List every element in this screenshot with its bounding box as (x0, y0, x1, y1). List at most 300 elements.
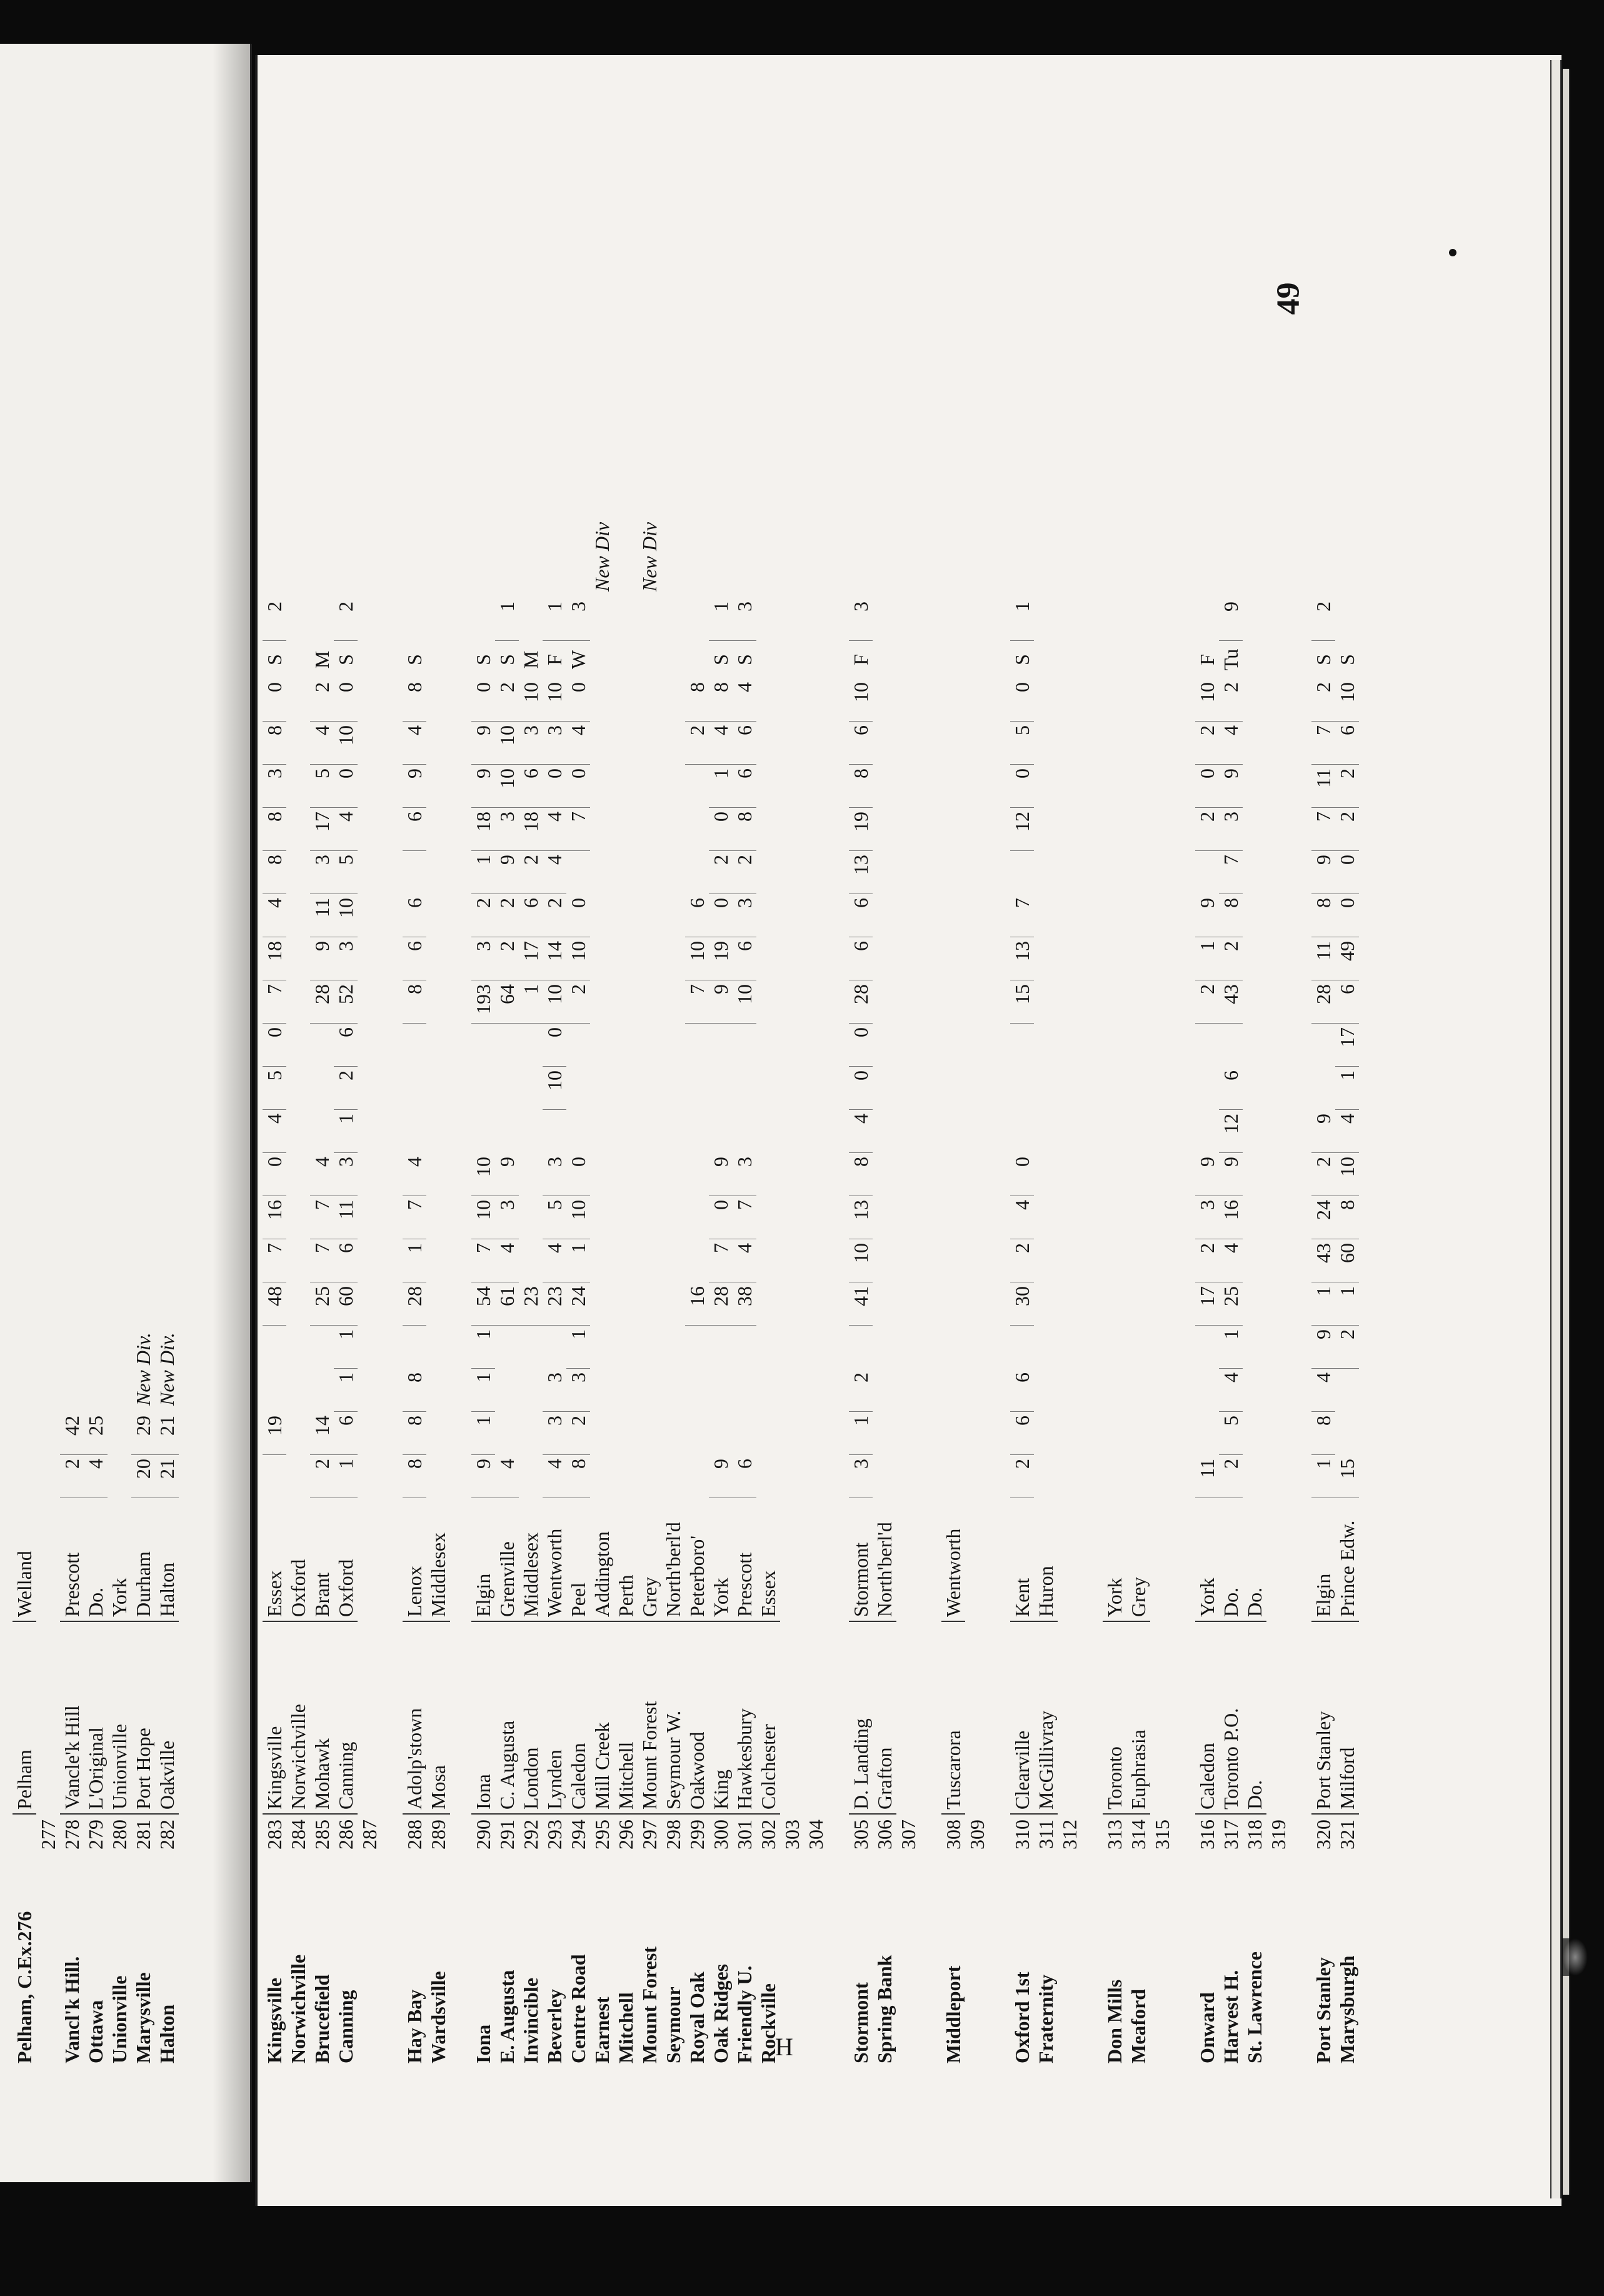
return-value: 8 (403, 1455, 426, 1498)
return-value: 10 (566, 1196, 590, 1239)
return-value: 0 (709, 1196, 733, 1239)
county-name: Elgin (1311, 1498, 1335, 1622)
return-value: 7 (471, 1239, 495, 1282)
return-value: 2 (1219, 678, 1243, 722)
place-name: Mosa (426, 1622, 450, 1815)
return-value: 24 (1311, 1196, 1335, 1239)
return-value: 8 (263, 722, 286, 765)
return-value: 9 (1219, 1153, 1243, 1196)
division-number: 277 (37, 1820, 59, 1850)
division-number: 280 (108, 1820, 131, 1850)
return-value: 11 (334, 1196, 358, 1239)
table-row (941, 375, 965, 2063)
return-value: 3 (263, 765, 286, 808)
row-note: New Div (638, 521, 661, 592)
return-value: 16 (685, 1282, 709, 1326)
lodge-name: Pelham, C.Ex.276 (13, 1911, 36, 2063)
return-value: 7 (263, 980, 286, 1024)
return-value: 19 (263, 1412, 286, 1455)
return-value: 1 (471, 1369, 495, 1412)
division-number: 317 (1220, 1820, 1242, 1850)
return-value: 11 (310, 894, 334, 937)
division-number: 281 (132, 1820, 154, 1850)
county-name: Perth (614, 1498, 638, 1622)
place-name: Do. (1243, 1622, 1266, 1815)
county-name: Addington (590, 1498, 614, 1622)
place-name: Pelham (13, 1622, 36, 1815)
return-value: 25 (1219, 1282, 1243, 1326)
lodge-name: Meaford (1127, 1988, 1150, 2063)
return-value: 0 (566, 1153, 590, 1196)
return-value: 8 (733, 808, 756, 851)
division-number: 288 (403, 1820, 426, 1850)
return-value-last: 1 (543, 598, 566, 641)
table-row (1311, 375, 1335, 2063)
return-value-last: 9 (1219, 598, 1243, 641)
return-value: 1 (1219, 1326, 1243, 1369)
return-value: 9 (495, 1153, 519, 1196)
return-value-last: 2 (263, 598, 286, 641)
return-value: 2 (1335, 765, 1359, 808)
return-value: 2 (1311, 1153, 1335, 1196)
county-name: Prince Edw. (1335, 1498, 1359, 1622)
division-number: 321 (1336, 1820, 1358, 1850)
return-value: 1 (1195, 937, 1219, 980)
return-value: 7 (1311, 808, 1335, 851)
return-value: 0 (1335, 851, 1359, 894)
county-name: Welland (13, 1498, 36, 1622)
meeting-day: W (567, 650, 589, 670)
place-name: Seymour W. (661, 1622, 685, 1815)
return-value: 21 (155, 1455, 179, 1498)
return-value: 8 (685, 678, 709, 722)
county-name: Essex (756, 1498, 780, 1622)
table-row (661, 375, 685, 2063)
county-name: Grey (1126, 1498, 1150, 1622)
return-value: 7 (1010, 894, 1034, 937)
place-name: Milford (1335, 1622, 1359, 1815)
table-row (403, 375, 426, 2063)
return-value: 9 (403, 765, 426, 808)
division-number: 312 (1058, 1820, 1081, 1850)
lodge-name: Royal Oak (686, 1971, 708, 2063)
return-value-last: 1 (709, 598, 733, 641)
table-row (1219, 375, 1243, 2063)
return-value: 4 (733, 1239, 756, 1282)
return-value: 12 (1219, 1110, 1243, 1153)
lodge-name: Don Mills (1103, 1979, 1126, 2063)
place-name: Toronto P.O. (1219, 1622, 1243, 1815)
return-value: 4 (1010, 1196, 1034, 1239)
lodge-name: Marysburgh (1336, 1955, 1358, 2063)
return-value: 6 (849, 937, 873, 980)
place-name: Grafton (873, 1622, 896, 1815)
return-value: 5 (263, 1067, 286, 1110)
county-name: Wentworth (941, 1498, 965, 1622)
table-row (873, 375, 896, 2063)
return-value: 9 (471, 722, 495, 765)
return-value: 43 (1311, 1239, 1335, 1282)
return-value: 30 (1010, 1282, 1034, 1326)
return-value: 10 (543, 980, 566, 1024)
left-table-row (36, 188, 60, 2063)
lodge-name: Stormont (850, 1982, 872, 2063)
table-row (519, 375, 543, 2063)
return-value: 4 (1219, 1239, 1243, 1282)
return-value: 6 (334, 1412, 358, 1455)
lodge-name: Oak Ridges (709, 1963, 732, 2063)
county-name: Huron (1034, 1498, 1058, 1622)
division-number: 313 (1103, 1820, 1126, 1850)
return-value: 2 (1219, 937, 1243, 980)
left-table-row (60, 188, 84, 2063)
return-value: 9 (495, 851, 519, 894)
return-value: 2 (310, 1455, 334, 1498)
return-value: 9 (1195, 1153, 1219, 1196)
return-value: 19 (709, 937, 733, 980)
return-value: 2 (1311, 678, 1335, 722)
return-value-last: 3 (849, 598, 873, 641)
division-number: 304 (805, 1820, 827, 1850)
return-value: 8 (1311, 894, 1335, 937)
return-value: 0 (334, 765, 358, 808)
return-value: 3 (849, 1455, 873, 1498)
place-name: London (519, 1622, 543, 1815)
lodge-name: Marysville (132, 1972, 154, 2063)
table-row (495, 375, 519, 2063)
return-value: 0 (1195, 765, 1219, 808)
lodge-name: Wardsville (427, 1971, 449, 2063)
return-value: 4 (1311, 1369, 1335, 1412)
return-value: 3 (495, 808, 519, 851)
lodge-name: Beverley (543, 1988, 566, 2063)
return-value: 3 (1195, 1196, 1219, 1239)
return-value: 10 (566, 937, 590, 980)
return-value: 17 (519, 937, 543, 980)
division-number: 283 (263, 1820, 286, 1850)
table-row (614, 375, 638, 2063)
place-name: Iona (471, 1622, 495, 1815)
lodge-name: Mitchell (614, 1992, 637, 2063)
page-number: 49 (1270, 282, 1306, 315)
return-value: 6 (733, 1455, 756, 1498)
return-value: 9 (310, 937, 334, 980)
return-value: 1 (566, 1326, 590, 1369)
left-table-row (131, 188, 155, 2063)
lodge-name: Halton (156, 2004, 178, 2063)
table-row (849, 375, 873, 2063)
division-number: 305 (850, 1820, 872, 1850)
lodge-name: Earnest (591, 1996, 613, 2063)
return-value: 4 (849, 1110, 873, 1153)
return-value: 11 (1311, 937, 1335, 980)
return-value-last: 2 (334, 598, 358, 641)
return-value: 1 (471, 1326, 495, 1369)
return-value: 18 (519, 808, 543, 851)
return-value: 6 (1219, 1067, 1243, 1110)
return-value: 6 (849, 722, 873, 765)
county-name: Grey (638, 1498, 661, 1622)
return-value: 2 (1010, 1455, 1034, 1498)
division-number: 282 (156, 1820, 178, 1850)
return-value: 4 (495, 1239, 519, 1282)
return-value: 7 (403, 1196, 426, 1239)
division-number: 303 (781, 1820, 803, 1850)
meeting-day: F (850, 654, 872, 665)
return-value: 5 (334, 851, 358, 894)
lodge-name: Spring Bank (873, 1955, 896, 2063)
lodge-name: Brucefield (311, 1974, 333, 2063)
return-value: 0 (263, 1024, 286, 1067)
return-value: 28 (403, 1282, 426, 1326)
table-row (709, 375, 733, 2063)
place-name: Canning (334, 1622, 358, 1815)
return-value: 10 (543, 678, 566, 722)
return-value: 9 (471, 1455, 495, 1498)
ink-dot (1449, 249, 1456, 256)
county-name: Do. (1243, 1498, 1266, 1622)
page-edge-back (1563, 69, 1570, 2195)
lodge-name: Oxford 1st (1011, 1971, 1033, 2063)
page-blemish (1563, 1938, 1588, 1976)
return-value: 6 (733, 937, 756, 980)
return-value-last: 3 (566, 598, 590, 641)
return-value: 2 (1335, 1326, 1359, 1369)
return-value: 8 (263, 808, 286, 851)
return-value: 10 (733, 980, 756, 1024)
return-value: 25 (84, 1412, 108, 1455)
return-value: 49 (1335, 937, 1359, 980)
return-value: 4 (84, 1455, 108, 1498)
return-value: 3 (543, 722, 566, 765)
return-value: 8 (849, 765, 873, 808)
place-name: Caledon (1195, 1622, 1219, 1815)
return-value: 10 (495, 765, 519, 808)
division-number: 310 (1011, 1820, 1033, 1850)
place-name: Mitchell (614, 1622, 638, 1815)
county-name: Oxford (286, 1498, 310, 1622)
return-value: 23 (543, 1282, 566, 1326)
division-number: 293 (543, 1820, 566, 1850)
meeting-day: M (311, 650, 333, 669)
return-value: 3 (1219, 808, 1243, 851)
table-row (1243, 375, 1266, 2063)
table-row (780, 375, 804, 2063)
table-row (334, 375, 358, 2063)
division-number: 297 (638, 1820, 661, 1850)
place-name: C. Augusta (495, 1622, 519, 1815)
meeting-day: F (1196, 654, 1218, 665)
lodge-name: Fraternity (1035, 1974, 1057, 2063)
return-value: 0 (334, 678, 358, 722)
return-value: 8 (403, 980, 426, 1024)
table-row (426, 375, 450, 2063)
return-value: 2 (849, 1369, 873, 1412)
lodge-name: Iona (472, 2024, 494, 2063)
left-table-row (108, 188, 131, 2063)
return-value: 6 (849, 894, 873, 937)
return-value: 48 (263, 1282, 286, 1326)
return-value: 8 (263, 851, 286, 894)
division-number: 295 (591, 1820, 613, 1850)
return-value: 15 (1335, 1455, 1359, 1498)
return-value: 6 (733, 765, 756, 808)
lodge-name: Rockville (757, 1983, 779, 2063)
return-value: 4 (334, 808, 358, 851)
return-value: 5 (310, 765, 334, 808)
return-value: 16 (1219, 1196, 1243, 1239)
return-value: 1 (566, 1239, 590, 1282)
table-row (358, 375, 381, 2063)
return-value: 2 (310, 678, 334, 722)
division-number: 316 (1196, 1820, 1218, 1850)
left-table-row (155, 188, 179, 2063)
table-row (804, 375, 828, 2063)
county-name: Stormont (849, 1498, 873, 1622)
return-value: 10 (334, 722, 358, 765)
lodge-name: Harvest H. (1220, 1970, 1242, 2063)
return-value: 1 (471, 1412, 495, 1455)
place-name: Adolp'stown (403, 1622, 426, 1815)
return-value: 2 (733, 851, 756, 894)
county-name: Halton (155, 1498, 179, 1622)
return-value: 1 (1335, 1067, 1359, 1110)
place-name: Vancle'k Hill (60, 1622, 84, 1815)
meeting-day: S (496, 654, 518, 665)
return-value: 7 (733, 1196, 756, 1239)
return-value-last: 1 (1010, 598, 1034, 641)
return-value: 3 (471, 937, 495, 980)
division-number: 309 (966, 1820, 988, 1850)
return-value: 1 (709, 765, 733, 808)
return-value: 6 (1010, 1412, 1034, 1455)
county-name: Brant (310, 1498, 334, 1622)
return-value: 8 (709, 678, 733, 722)
return-value: 4 (263, 1110, 286, 1153)
division-number: 315 (1151, 1820, 1173, 1850)
return-value: 17 (1335, 1024, 1359, 1067)
return-value: 1 (519, 980, 543, 1024)
return-value: 60 (334, 1282, 358, 1326)
place-name: King (709, 1622, 733, 1815)
place-name: Mount Forest (638, 1622, 661, 1815)
table-row (543, 375, 566, 2063)
lodge-name: Vancl'k Hill. (61, 1956, 83, 2063)
division-number: 294 (567, 1820, 589, 1850)
meeting-day: S (1011, 654, 1033, 665)
table-row (1266, 375, 1290, 2063)
return-value: 15 (1010, 980, 1034, 1024)
return-value: 1 (1311, 1282, 1335, 1326)
place-name: Oakwood (685, 1622, 709, 1815)
division-number: 320 (1312, 1820, 1335, 1850)
lodge-name: St. Lawrence (1243, 1951, 1266, 2063)
return-value: 3 (543, 1412, 566, 1455)
return-value: 0 (543, 1024, 566, 1067)
return-value: 10 (849, 1239, 873, 1282)
return-value: 3 (310, 851, 334, 894)
signature-mark: H (775, 2033, 793, 2061)
return-value: 10 (685, 937, 709, 980)
left-table-row (13, 188, 36, 2063)
return-value: 54 (471, 1282, 495, 1326)
return-value: 1 (403, 1239, 426, 1282)
return-value: 38 (733, 1282, 756, 1326)
return-value: 1 (471, 851, 495, 894)
return-value: 2 (471, 894, 495, 937)
return-value: 18 (471, 808, 495, 851)
return-value: 8 (566, 1455, 590, 1498)
return-value: 6 (1335, 722, 1359, 765)
place-name: Euphrasia (1126, 1622, 1150, 1815)
return-value: 2 (1219, 1455, 1243, 1498)
return-value: 8 (849, 1153, 873, 1196)
return-value: 10 (471, 1153, 495, 1196)
left-page-table (13, 188, 250, 2063)
lodge-name: Invincible (519, 1978, 542, 2063)
division-number: 287 (358, 1820, 381, 1850)
return-value: 8 (403, 1412, 426, 1455)
division-number: 318 (1243, 1820, 1266, 1850)
return-value: 10 (1335, 678, 1359, 722)
county-name: Do. (1219, 1498, 1243, 1622)
return-value: 3 (733, 894, 756, 937)
row-note: New Div. (156, 1332, 178, 1406)
return-value: 10 (849, 678, 873, 722)
return-value: 2 (495, 678, 519, 722)
return-value: 10 (471, 1196, 495, 1239)
return-value: 9 (709, 1455, 733, 1498)
place-name: Mohawk (310, 1622, 334, 1815)
return-value: 0 (566, 678, 590, 722)
return-value: 29 (131, 1412, 155, 1455)
division-number: 296 (614, 1820, 637, 1850)
return-value: 4 (403, 722, 426, 765)
return-value: 7 (1219, 851, 1243, 894)
return-value: 0 (566, 765, 590, 808)
division-number: 302 (757, 1820, 779, 1850)
lodge-name: Port Stanley (1312, 1957, 1335, 2063)
return-value: 61 (495, 1282, 519, 1326)
place-name: Colchester (756, 1622, 780, 1815)
meeting-day: S (1312, 654, 1335, 665)
table-row (310, 375, 334, 2063)
lodge-name: Hay Bay (403, 1989, 426, 2063)
county-name: North'berl'd (661, 1498, 685, 1622)
return-value: 13 (1010, 937, 1034, 980)
division-number: 286 (334, 1820, 357, 1850)
return-value: 5 (1219, 1412, 1243, 1455)
return-value: 8 (403, 678, 426, 722)
return-value: 1 (334, 1110, 358, 1153)
return-value: 9 (471, 765, 495, 808)
division-number: 308 (942, 1820, 965, 1850)
return-value: 0 (566, 894, 590, 937)
return-value: 7 (685, 980, 709, 1024)
division-number: 279 (84, 1820, 107, 1850)
county-name: Prescott (733, 1498, 756, 1622)
return-value: 10 (1335, 1153, 1359, 1196)
division-number: 291 (496, 1820, 518, 1850)
county-name: Elgin (471, 1498, 495, 1622)
return-value: 4 (1219, 1369, 1243, 1412)
row-note: New Div (591, 521, 613, 592)
division-number: 299 (686, 1820, 708, 1850)
return-value: 6 (334, 1024, 358, 1067)
place-name: Port Hope (131, 1622, 155, 1815)
table-row (756, 375, 780, 2063)
division-number: 289 (427, 1820, 449, 1850)
